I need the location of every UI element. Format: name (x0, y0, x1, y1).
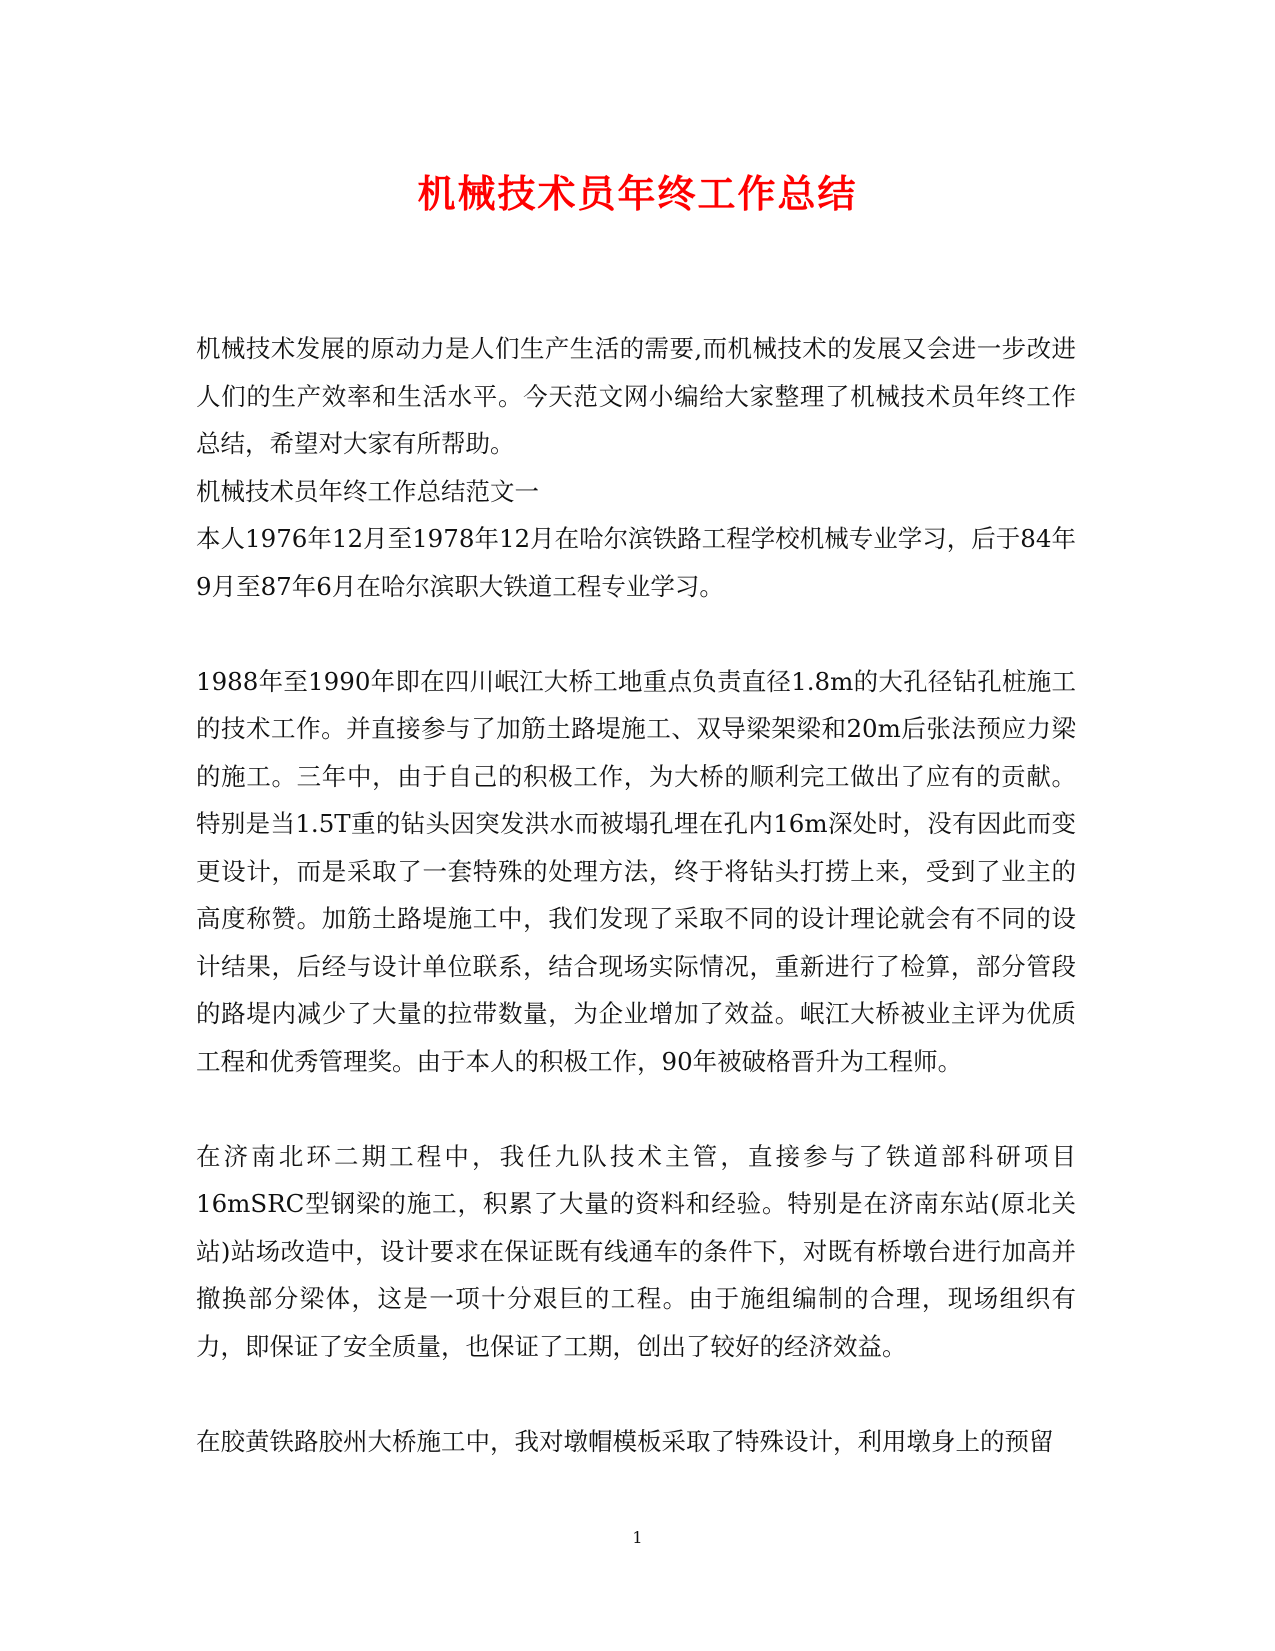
paragraph-spacer (196, 1370, 1076, 1418)
document-body (196, 325, 1076, 1465)
section-heading: 机械技术员年终工作总结范文一 (196, 476, 539, 506)
document-title: 机械技术员年终工作总结 (417, 171, 858, 216)
minjiang-bridge-paragraph: 1988年至1990年即在四川岷江大桥工地重点负责直径1.8m的大孔径钻孔桩施工的技术工作。并直接参与了加筋土路堤施工、双导梁架梁和20m后张法预应力梁的施工。三年中，由于自己的积极工作，为大桥的顺利完工做出了应有的贡献。特别是当1.5T重的钻头因突发洪水而被塌孔埋在孔内16m深处时，没有因此而变更设计，而是采取了一套特殊的处理方法，终于将钻头打捞上来，受到了业主的高度称赞。加筋土路堤施工中，我们发现了采取不同的设计理论就会有不同的设计结果，后经与设计单位联系，结合现场实际情况，重新进行了检算，部分管段的路堤内减少了大量的拉带数量，为企业增加了效益。岷江大桥被业主评为优质工程和优秀管理奖。由于本人的积极工作，90年被破格晋升为工程师。 (196, 666, 1076, 1076)
paragraph-spacer (196, 1085, 1076, 1133)
intro-paragraph: 机械技术发展的原动力是人们生产生活的需要,而机械技术的发展又会进一步改进人们的生产效率和生活水平。今天范文网小编给大家整理了机械技术员年终工作总结，希望对大家有所帮助。 (196, 334, 1076, 458)
jinan-project-paragraph: 在济南北环二期工程中，我任九队技术主管，直接参与了铁道部科研项目16mSRC型钢梁的施工，积累了大量的资料和经验。特别是在济南东站(原北关站)站场改造中，设计要求在保证既有线通车的条件下，对既有桥墩台进行加高并撤换部分梁体，这是一项十分艰巨的工程。由于施组编制的合理，现场组织有力，即保证了安全质量，也保证了工期，创出了较好的经济效益。 (196, 1141, 1076, 1361)
paragraph-spacer (196, 610, 1076, 658)
jiaozhou-bridge-paragraph: 在胶黄铁路胶州大桥施工中，我对墩帽模板采取了特殊设计，利用墩身上的预留 (196, 1426, 1054, 1456)
page-number: 1 (632, 1528, 643, 1547)
education-paragraph: 本人1976年12月至1978年12月在哈尔滨铁路工程学校机械专业学习，后于84年9月至87年6月在哈尔滨职大铁道工程专业学习。 (196, 524, 1076, 601)
